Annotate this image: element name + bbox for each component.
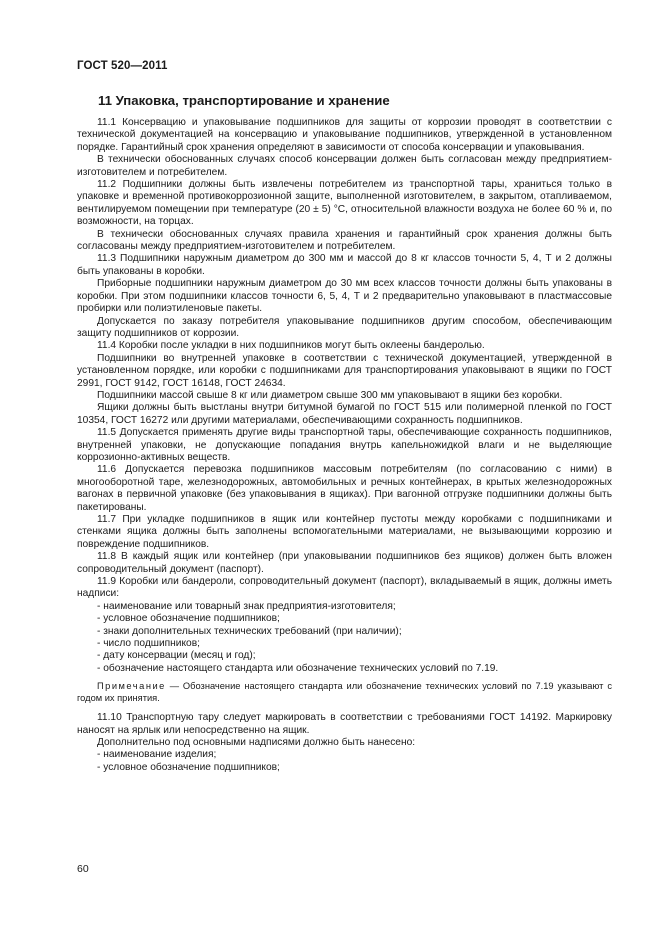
list-item: - дату консервации (месяц и год); xyxy=(97,650,256,662)
marking-list xyxy=(77,601,612,675)
paragraph: Ящики должны быть выстланы внутри битумной бумагой по ГОСТ 515 или полимерной пленкой по ГОСТ 10354, ГОСТ 16272 или другими материалами, обеспечивающими сохранность подшипников. xyxy=(77,402,612,426)
paragraph: 11.3 Подшипники наружным диаметром до 300 мм и массой до 8 кг классов точности 5, 4, Т и 2 должны быть упакованы в коробки. xyxy=(77,253,612,277)
note-label: Примечание xyxy=(97,681,166,692)
section-title: 11 Упаковка, транспортирование и хранение xyxy=(98,93,390,108)
paragraph: В технически обоснованных случаях правила хранения и гарантийный срок хранения должны быть согласованы между предприятием-изготовителем и потребителем. xyxy=(77,228,612,253)
paragraph: 11.2 Подшипники должны быть извлечены потребителем из транспортной тары, храниться только в упаковке и временной противокоррозионной защите, выполненной изготовителем, в закрытом, отапливаемом, вентилируемом помещении при температуре (20 ± 5) °С, относительной влажности воздуха не более 60 % и, по возможности, на торцах. xyxy=(77,179,612,228)
paragraph: 11.5 Допускается применять другие виды транспортной тары, обеспечивающие сохранность подшипников, внутренней упаковки, не допускающие попадания внутрь капельножидкой влаги и не выделяющие коррозионно-активных веществ. xyxy=(77,427,612,463)
note xyxy=(77,681,612,704)
paragraph: 11.8 В каждый ящик или контейнер (при упаковывании подшипников без ящиков) должен быть вложен сопроводительный документ (паспорт). xyxy=(77,551,612,575)
list-item: - наименование или товарный знак предприятия-изготовителя; xyxy=(97,600,396,612)
list-item: - знаки дополнительных технических требований (при наличии); xyxy=(97,625,402,637)
list-item: - условное обозначение подшипников; xyxy=(97,761,280,773)
paragraph: 11.10 Транспортную тару следует маркировать в соответствии с требованиями ГОСТ 14192. Маркировку наносят на ярлык или непосредственно на ящик. xyxy=(77,712,612,736)
list-item: - обозначение настоящего стандарта или обозначение технических условий по 7.19. xyxy=(97,662,499,674)
list-item: - условное обозначение подшипников; xyxy=(97,613,280,625)
document-body xyxy=(77,117,612,774)
note-text: — Обозначение настоящего стандарта или обозначение технических условий по 7.19 указывают с годом их принятия. xyxy=(77,681,612,703)
paragraph: 11.4 Коробки после укладки в них подшипников могут быть оклеены бандеролью. xyxy=(97,340,485,352)
paragraph: Подшипники массой свыше 8 кг или диаметром свыше 300 мм упаковывают в ящики без коробки. xyxy=(97,389,563,401)
paragraph: Приборные подшипники наружным диаметром до 30 мм всех классов точности должны быть упакованы в коробки. При этом подшипники классов точности 6, 5, 4, Т и 2 предварительно упаковывают в пластмассовые пробирки или полиэтиленовые пакеты. xyxy=(77,278,612,315)
paragraph: Дополнительно под основными надписями должно быть нанесено: xyxy=(97,736,416,748)
paragraph: 11.9 Коробки или бандероли, сопроводительный документ (паспорт), вкладываемый в ящик, должны иметь надписи: xyxy=(77,576,612,600)
page-number: 60 xyxy=(77,863,89,875)
paragraph: Допускается по заказу потребителя упаковывание подшипников другим способом, обеспечивающим защиту подшипников от коррозии. xyxy=(77,315,612,339)
paragraph: В технически обоснованных случаях способ консервации должен быть согласован между предприятием-изготовителем и потребителем. xyxy=(77,154,612,178)
paragraph: 11.1 Консервацию и упаковывание подшипников для защиты от коррозии проводят в соответствии с технической документацией на консервацию и упаковывание подшипников, утвержденной в установленном порядке. Гарантийный срок хранения определяют в зависимости от способа консервации и упаковывания. xyxy=(77,117,612,153)
paragraph: 11.6 Допускается перевозка подшипников массовым потребителям (по согласованию с ними) в многооборотной таре, железнодорожных, автомобильных и речных контейнерах, в крытых железнодорожных вагонах в первичной упаковке (без упаковывания в ящиках). При вагонной отгрузке подшипники должны быть пакетированы. xyxy=(77,464,612,513)
paragraph: 11.7 При укладке подшипников в ящик или контейнер пустоты между коробками с подшипниками и стенками ящика должны быть заполнены вспомогательными материалами, не вызывающими коррозию и повреждение подшипников. xyxy=(77,514,612,550)
page-header: ГОСТ 520—2011 xyxy=(77,60,168,72)
paragraph: Подшипники во внутренней упаковке в соответствии с технической документацией, утвержденной в установленном порядке, или коробки с подшипниками для транспортирования упаковывают в ящики по ГОСТ 2991, ГОСТ 9142, ГОСТ 16148, ГОСТ 24634. xyxy=(77,352,612,389)
list-item: - наименование изделия; xyxy=(97,749,217,761)
list-item: - число подшипников; xyxy=(97,638,200,650)
additional-marking-list xyxy=(77,749,612,774)
